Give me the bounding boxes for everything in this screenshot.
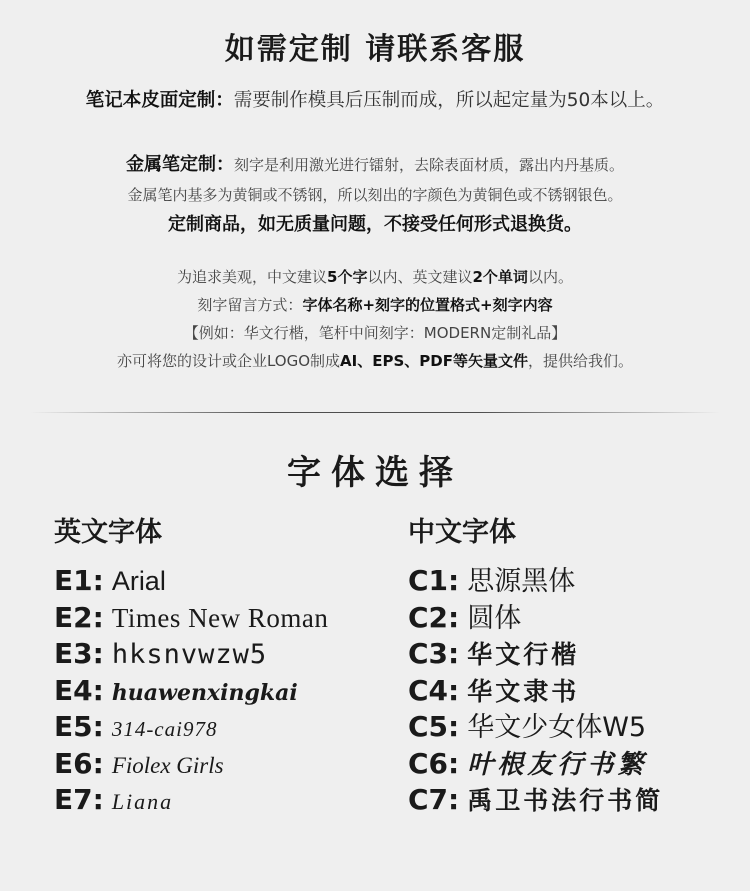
font-sample: hksnvwzw5 [111, 639, 268, 670]
font-code: E6: [54, 746, 104, 780]
english-font-column [54, 510, 328, 819]
font-sample: 禹卫书法行书简 [467, 786, 664, 815]
font-option-e2 [54, 600, 328, 637]
info-text: 亦可将您的设计或企业LOGO制成 [116, 352, 341, 370]
info-text: 为追求美观，中文建议 [177, 268, 328, 286]
info-line-1 [0, 263, 750, 291]
font-option-e6 [54, 746, 328, 783]
font-option-c5 [408, 709, 663, 746]
font-option-c2 [408, 600, 663, 637]
font-code: C1: [408, 564, 460, 597]
font-sample: 圆体 [467, 602, 522, 634]
info-line-2 [0, 291, 750, 319]
font-sample: 华文隶书 [467, 676, 580, 706]
metal-pen-section [0, 150, 750, 240]
metal-line-1 [0, 150, 750, 180]
section-divider [30, 412, 720, 413]
font-sample: 314-cai978 [111, 717, 218, 741]
font-code: E7: [54, 783, 104, 816]
info-text: 刻字留言方式： [197, 296, 303, 314]
font-code: C2: [408, 600, 460, 634]
info-text: ，提供给我们。 [527, 352, 633, 370]
font-sample: huawenxingkai [111, 679, 298, 706]
font-sample: Liana [111, 789, 174, 814]
info-line-4 [0, 347, 750, 375]
font-option-e3 [54, 636, 328, 673]
metal-text-1: 刻字是利用激光进行镭射，去除表面材质，露出内丹基质。 [233, 156, 624, 174]
info-text: 以内。 [527, 268, 573, 286]
chinese-font-column [408, 510, 663, 819]
font-option-e7 [54, 782, 328, 819]
info-line-3: 【例如：华文行楷，笔杆中间刻字：MODERN定制礼品】 [183, 324, 567, 342]
font-option-e1 [54, 563, 328, 600]
font-sample: Times New Roman [111, 602, 329, 633]
page-title: 如需定制 请联系客服 [224, 32, 526, 67]
font-sample: 叶根友行书繁 [467, 749, 648, 780]
chinese-font-heading: 中文字体 [408, 517, 516, 548]
metal-label: 金属笔定制： [125, 154, 234, 175]
font-code: E5: [54, 710, 104, 743]
font-code: E1: [54, 564, 104, 597]
font-code: E2: [54, 600, 104, 634]
notebook-label: 笔记本皮面定制： [85, 90, 234, 111]
font-sample: Fiolex Girls [111, 752, 224, 778]
info-bold: 2个单词 [472, 268, 528, 286]
font-sample: 思源黑体 [467, 566, 576, 597]
font-sample: 华文少女体W5 [467, 712, 647, 743]
font-code: C4: [408, 673, 460, 707]
font-option-c6 [408, 746, 663, 783]
info-bold: 字体名称+刻字的位置格式+刻字内容 [302, 296, 553, 314]
english-font-heading: 英文字体 [54, 517, 162, 548]
font-option-c7 [408, 782, 663, 819]
info-bold: 5个字 [327, 268, 368, 286]
font-code: C7: [408, 783, 460, 816]
engraving-info [0, 263, 750, 375]
font-option-e4 [54, 673, 328, 710]
font-option-c4 [408, 673, 663, 710]
font-option-c1 [408, 563, 663, 600]
font-code: E4: [54, 673, 104, 707]
no-return-warning: 定制商品，如无质量问题，不接受任何形式退换货。 [168, 214, 582, 235]
info-bold: AI、EPS、PDF等矢量文件 [340, 352, 528, 370]
font-option-e5 [54, 709, 328, 746]
font-code: E3: [54, 637, 104, 670]
font-selection-title: 字体选择 [287, 453, 463, 493]
metal-line-2: 金属笔内基多为黄铜或不锈钢，所以刻出的字颜色为黄铜色或不锈钢银色。 [127, 186, 623, 204]
font-sample: 华文行楷 [467, 640, 580, 669]
font-option-c3 [408, 636, 663, 673]
notebook-text: 需要制作模具后压制而成，所以起定量为50本以上。 [233, 90, 665, 111]
notebook-customization-note [0, 86, 750, 112]
font-code: C5: [408, 710, 460, 743]
font-sample: Arial [111, 566, 166, 596]
font-code: C3: [408, 637, 460, 670]
font-code: C6: [408, 746, 460, 780]
info-text: 以内、英文建议 [367, 268, 473, 286]
